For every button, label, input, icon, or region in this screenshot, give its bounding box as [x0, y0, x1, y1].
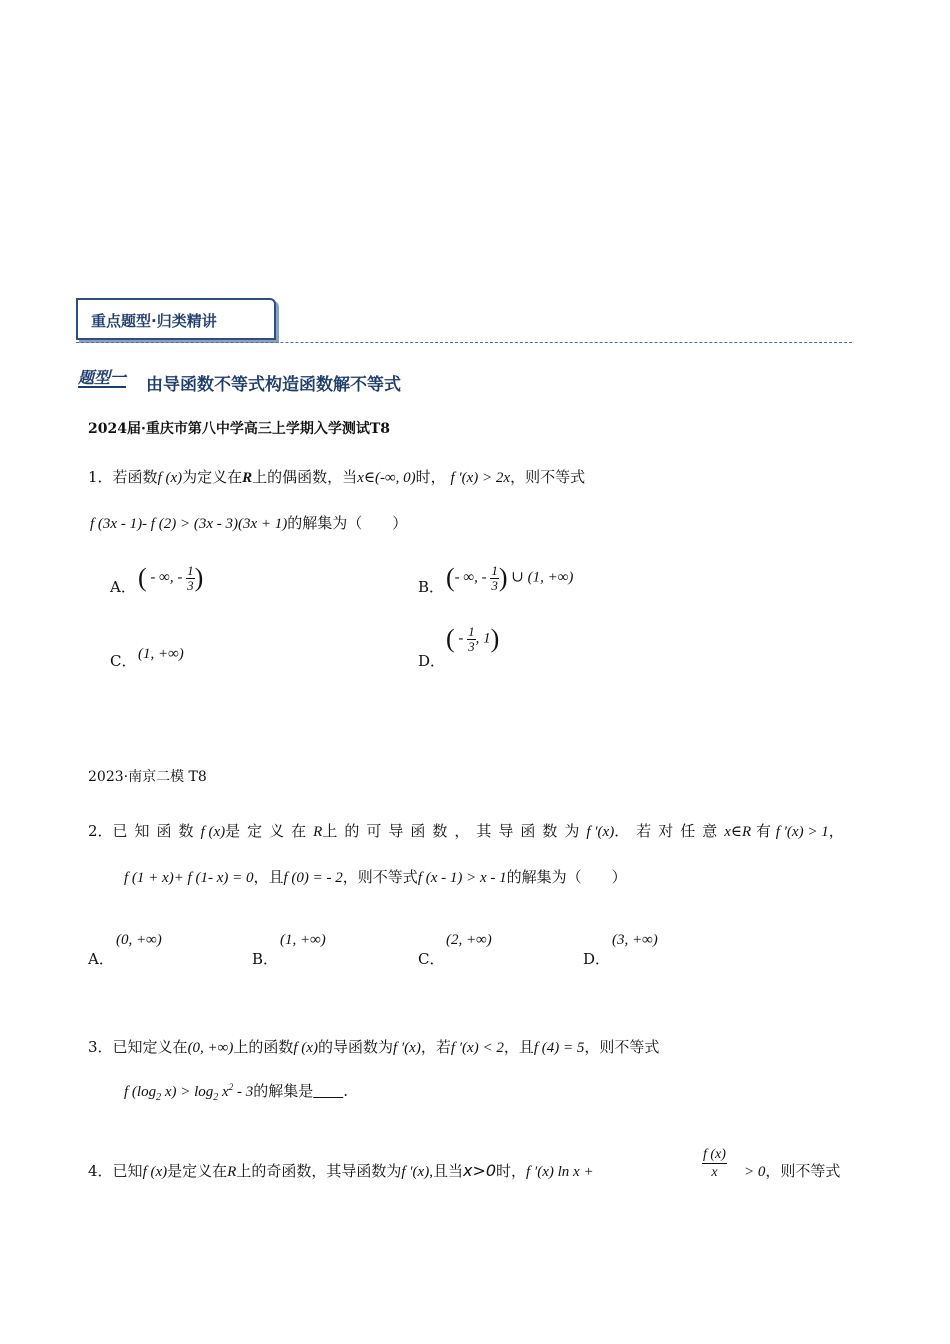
q3-line2	[124, 1080, 348, 1103]
q3-number: 3．	[88, 1038, 113, 1056]
q2-option-c-value: (2, +∞)	[446, 932, 492, 948]
q1-text-5: ，则不等式	[510, 468, 586, 486]
q1-text-3: 上的偶函数，当	[252, 468, 358, 486]
q1-R: R	[242, 470, 253, 486]
q1-option-b[interactable]	[418, 576, 444, 597]
q4-R: R	[227, 1164, 237, 1180]
q2-option-b-value: (1, +∞)	[280, 932, 326, 948]
q2-text-5: 有	[755, 822, 771, 840]
q2-text-4: ．若对任意	[614, 822, 725, 840]
q2-deriv: f ′(x) > 1	[775, 824, 829, 840]
q1-option-c-value: (1, +∞)	[138, 646, 184, 662]
section-header-box	[76, 298, 276, 340]
q4-text-2: 是定义在	[167, 1162, 228, 1180]
q3-text-8: .	[343, 1082, 349, 1100]
q4-fraction	[702, 1146, 727, 1181]
q1-text-4: 时，	[415, 468, 446, 486]
q3-text-6: ，则不等式	[584, 1038, 660, 1056]
q2-option-d-value: (3, +∞)	[612, 932, 658, 948]
q3-text-4: ，若	[420, 1038, 451, 1056]
q4-cond: x>0	[462, 1161, 497, 1180]
q2-text-3: 上的可导函数，其导函数为	[322, 822, 587, 840]
q2-text-9: 的解集为（ ）	[506, 868, 627, 886]
q3-domain: (0, +∞)	[187, 1040, 234, 1056]
section-divider	[76, 342, 852, 343]
q1-d-frac-num: 1	[468, 623, 475, 639]
q1-a-frac-num: 1	[187, 562, 194, 578]
q3-text-7: 的解集是	[253, 1082, 314, 1100]
type-title: 由导函数不等式构造函数解不等式	[146, 375, 401, 395]
q2-text-7: ，且	[253, 868, 284, 886]
q4-text-1: 已知	[112, 1162, 143, 1180]
q2-source: 2023·南京二模 T8	[88, 769, 207, 785]
q4-deriv-b: > 0	[744, 1164, 766, 1180]
q1-option-d-label: D．	[418, 652, 446, 670]
q2-number: 2．	[88, 822, 113, 840]
q2-option-b[interactable]: B．	[252, 950, 279, 968]
q4-text-4: 且当	[432, 1162, 463, 1180]
q2-eq2: f (0) = - 2	[283, 870, 343, 886]
q1-option-d[interactable]	[418, 650, 445, 671]
q1-text-2: 为定义在	[182, 468, 243, 486]
q2-line1	[88, 820, 844, 841]
q1-text-6: 的解集为（ ）	[287, 514, 408, 532]
q4-number: 4．	[88, 1162, 113, 1180]
q2-option-c[interactable]: C．	[418, 950, 445, 968]
q3-fpx: f ′(x)	[392, 1040, 421, 1056]
q2-text-6: ，	[828, 822, 844, 840]
q2-text-2: 是定义在	[225, 822, 314, 840]
q1-a-frac-den: 3	[187, 577, 194, 593]
q2-text-8: ，则不等式	[342, 868, 418, 886]
q3-text-2: 上的函数	[233, 1038, 294, 1056]
q1-option-c-label: C．	[110, 652, 137, 670]
q1-option-d-value: ( - $\frac{1}{3}$ , 1)	[446, 623, 500, 654]
q2-cond: x∈R	[724, 824, 752, 840]
q4-frac-num: f (x)	[703, 1147, 726, 1162]
q1-option-a[interactable]	[110, 576, 136, 597]
q3-text-3: 的导函数为	[317, 1038, 393, 1056]
q3-text-5: ，且	[503, 1038, 534, 1056]
q4-line1-tail	[744, 1160, 840, 1181]
q1-d-frac-den: 3	[468, 638, 475, 654]
q1-option-b-label: B．	[418, 578, 445, 596]
q2-fx: f (x)	[200, 824, 226, 840]
q4-line1	[88, 1160, 594, 1181]
q2-option-a-value: (0, +∞)	[116, 932, 162, 948]
q4-frac-den: x	[711, 1165, 718, 1180]
q3-deriv: f ′(x) < 2	[450, 1040, 504, 1056]
q1-b-frac-den: 3	[491, 577, 498, 593]
q1-option-c[interactable]	[110, 650, 136, 671]
q2-ineq: f (x - 1) > x - 1	[417, 870, 507, 886]
q1-text-1: 若函数	[112, 468, 158, 486]
q4-text-5: 时，	[496, 1162, 527, 1180]
type-tag: 题型一	[78, 368, 127, 387]
q2-R: R	[313, 824, 323, 840]
q3-ineq: f ($\log_2$ $x) > \log_2 x^2 - 3$	[124, 1082, 254, 1103]
q2-fpx: f ′(x)	[586, 824, 615, 840]
q1-source: 2024届·重庆市第八中学高三上学期入学测试T8	[88, 421, 390, 437]
q4-text-6: ，则不等式	[765, 1162, 841, 1180]
q4-deriv-a: f ′(x) ln x +	[526, 1164, 594, 1180]
q1-deriv: f ′(x) > 2x	[450, 470, 511, 486]
q3-eq: f (4) = 5	[533, 1040, 585, 1056]
q2-text-1: 已知函数	[112, 822, 201, 840]
q1-option-b-value: (- ∞, - $\frac{1}{3}$ ) ∪ (1, +∞)	[446, 562, 574, 593]
q4-text-3: 上的奇函数，其导函数为	[236, 1162, 402, 1180]
section-header-label: 重点题型·归类精讲	[91, 312, 217, 330]
q3-fx: f (x)	[293, 1040, 318, 1056]
q1-line1	[88, 466, 585, 487]
q1-number: 1．	[88, 468, 113, 486]
q1-fx: f (x)	[157, 470, 183, 486]
q2-line2	[124, 866, 627, 887]
q1-ineq: f (3x - 1)- f (2) > (3x - 3)(3x + 1)	[90, 516, 288, 532]
q3-line1	[88, 1036, 659, 1057]
q3-text-1: 已知定义在	[112, 1038, 188, 1056]
q1-option-a-label: A．	[110, 578, 136, 596]
q2-option-d[interactable]: D．	[583, 950, 611, 968]
q4-fpx: f ′(x),	[401, 1164, 433, 1180]
q2-eq1: f (1 + x)+ f (1- x) = 0	[124, 870, 254, 886]
q4-fx: f (x)	[142, 1164, 168, 1180]
q2-option-a[interactable]: A．	[88, 950, 114, 968]
q1-b-frac-num: 1	[491, 562, 498, 578]
q3-answer-blank[interactable]	[313, 1082, 343, 1100]
q1-cond: x∈(-∞, 0)	[357, 470, 416, 486]
q1-option-a-value: ( - ∞, - $\frac{1}{3}$ )	[138, 562, 204, 593]
q1-line2	[90, 512, 407, 533]
